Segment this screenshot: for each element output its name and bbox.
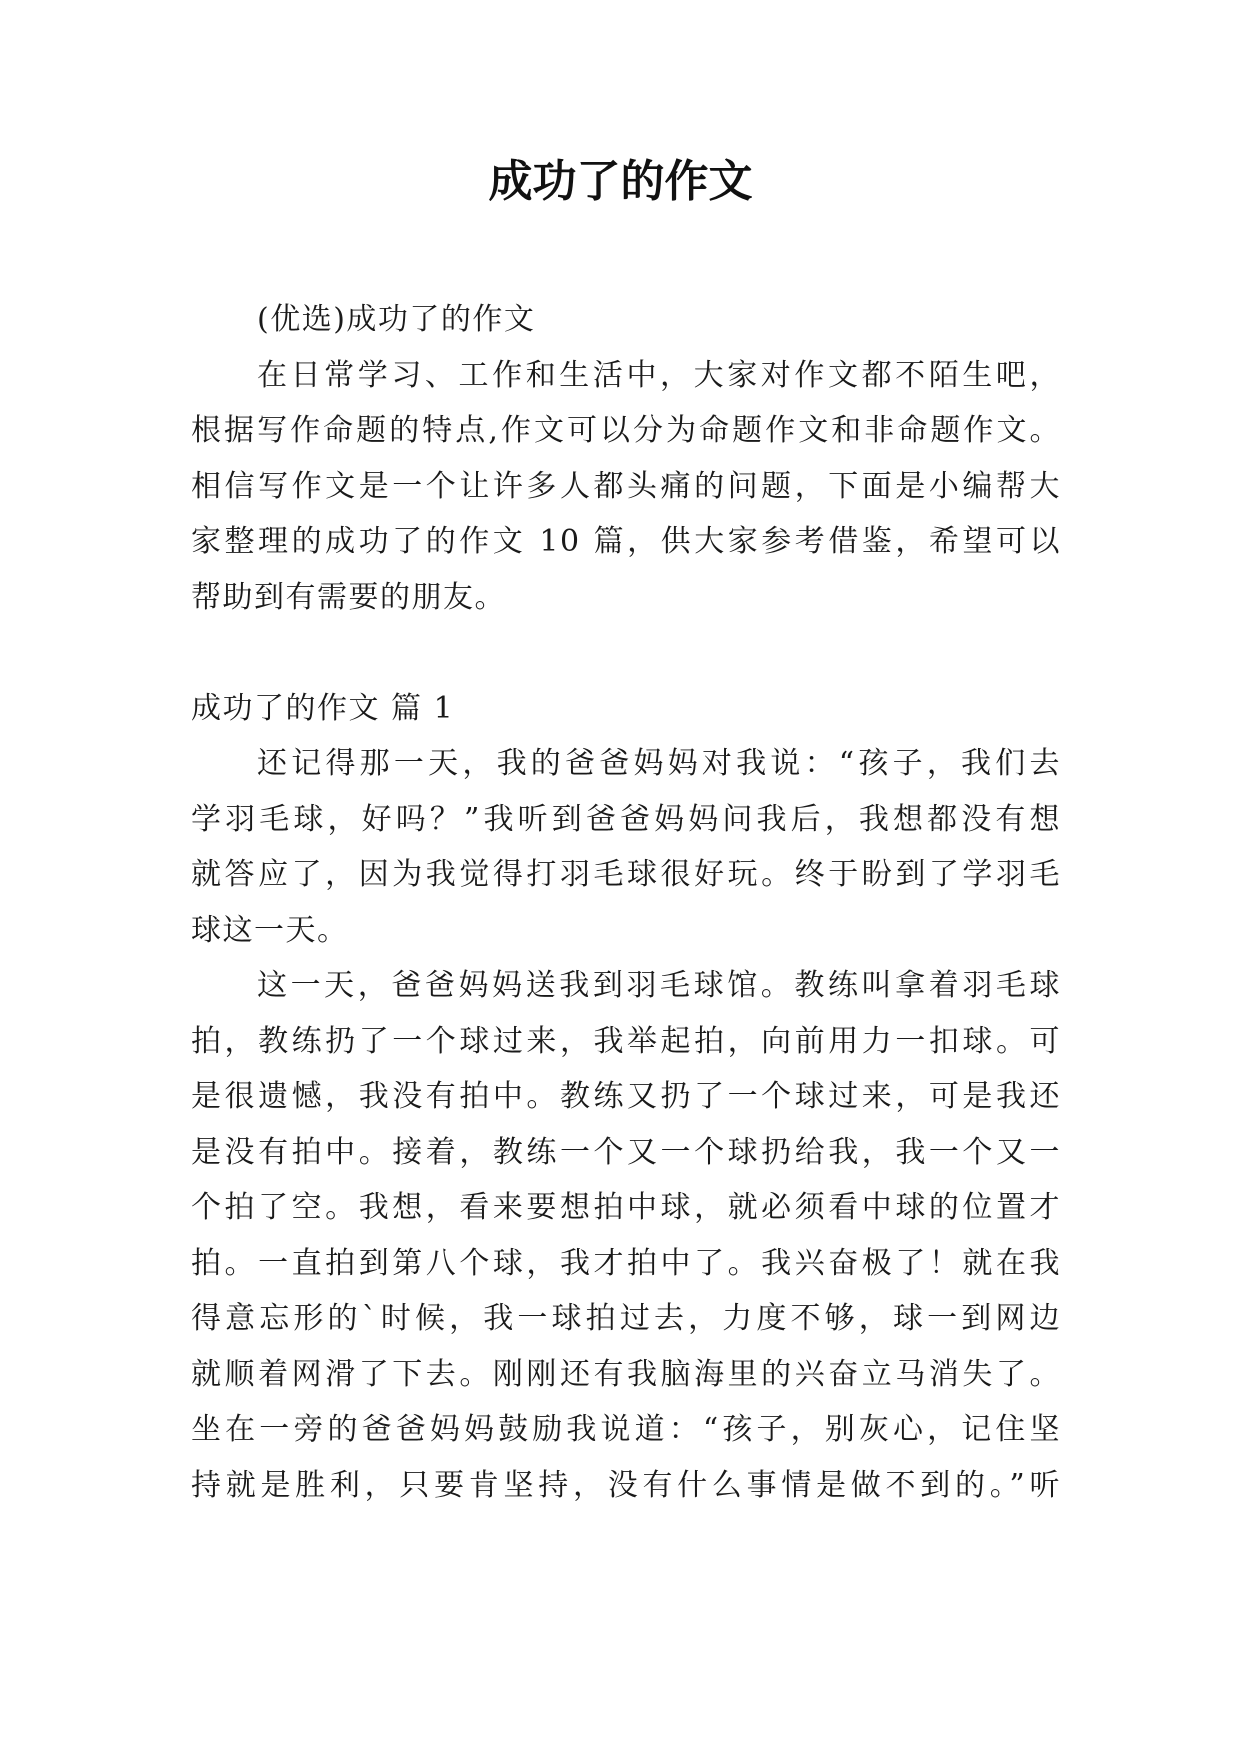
paragraph-line: 球这一天。: [191, 912, 349, 948]
paragraph-line: 得意忘形的`时候，我一球拍过去，力度不够，球一到网边: [191, 1301, 1061, 1336]
paragraph-2: [191, 958, 1061, 1513]
paragraph-line: 坐在一旁的爸爸妈妈鼓励我说道：“孩子，别灰心，记住坚: [191, 1412, 1061, 1447]
paragraph-line: 个拍了空。我想，看来要想拍中球，就必须看中球的位置才: [191, 1190, 1061, 1225]
paragraph-line: 拍，教练扔了一个球过来，我举起拍，向前用力一扣球。可: [191, 1023, 1061, 1059]
paragraph-line: 持就是胜利，只要肯坚持，没有什么事情是做不到的。”听: [191, 1467, 1061, 1503]
section-gap: [191, 625, 1061, 681]
intro-line: 根据写作命题的特点,作文可以分为命题作文和非命题作文。: [191, 413, 1061, 448]
intro-line: 相信写作文是一个让许多人都头痛的问题，下面是小编帮大: [191, 468, 1061, 504]
paragraph-line: 就顺着网滑了下去。刚刚还有我脑海里的兴奋立马消失了。: [191, 1356, 1061, 1392]
paragraph-line: 是很遗憾，我没有拍中。教练又扔了一个球过来，可是我还: [191, 1079, 1061, 1114]
document-body: [191, 292, 1061, 1513]
paragraph-line: 是没有拍中。接着，教练一个又一个球扔给我，我一个又一: [191, 1134, 1061, 1170]
document-title: 成功了的作文: [488, 156, 753, 207]
paragraph-1: [191, 736, 1061, 958]
intro-paragraph: [191, 348, 1061, 626]
paragraph-line: 这一天，爸爸妈妈送我到羽毛球馆。教练叫拿着羽毛球: [257, 968, 1061, 1003]
intro-line: 帮助到有需要的朋友。: [191, 579, 506, 615]
paragraph-line: 学羽毛球，好吗？”我听到爸爸妈妈问我后，我想都没有想: [191, 801, 1061, 837]
paragraph-line: 拍。一直拍到第八个球，我才拍中了。我兴奋极了！就在我: [191, 1245, 1061, 1281]
section-heading: 成功了的作文 篇 1: [191, 690, 455, 726]
document-subtitle: (优选)成功了的作文: [257, 302, 536, 337]
intro-line: 在日常学习、工作和生活中，大家对作文都不陌生吧，: [257, 357, 1061, 393]
paragraph-line: 还记得那一天，我的爸爸妈妈对我说：“孩子，我们去: [257, 746, 1061, 781]
paragraph-line: 就答应了，因为我觉得打羽毛球很好玩。终于盼到了学羽毛: [191, 857, 1061, 892]
intro-line: 家整理的成功了的作文 10 篇，供大家参考借鉴，希望可以: [191, 524, 1061, 559]
